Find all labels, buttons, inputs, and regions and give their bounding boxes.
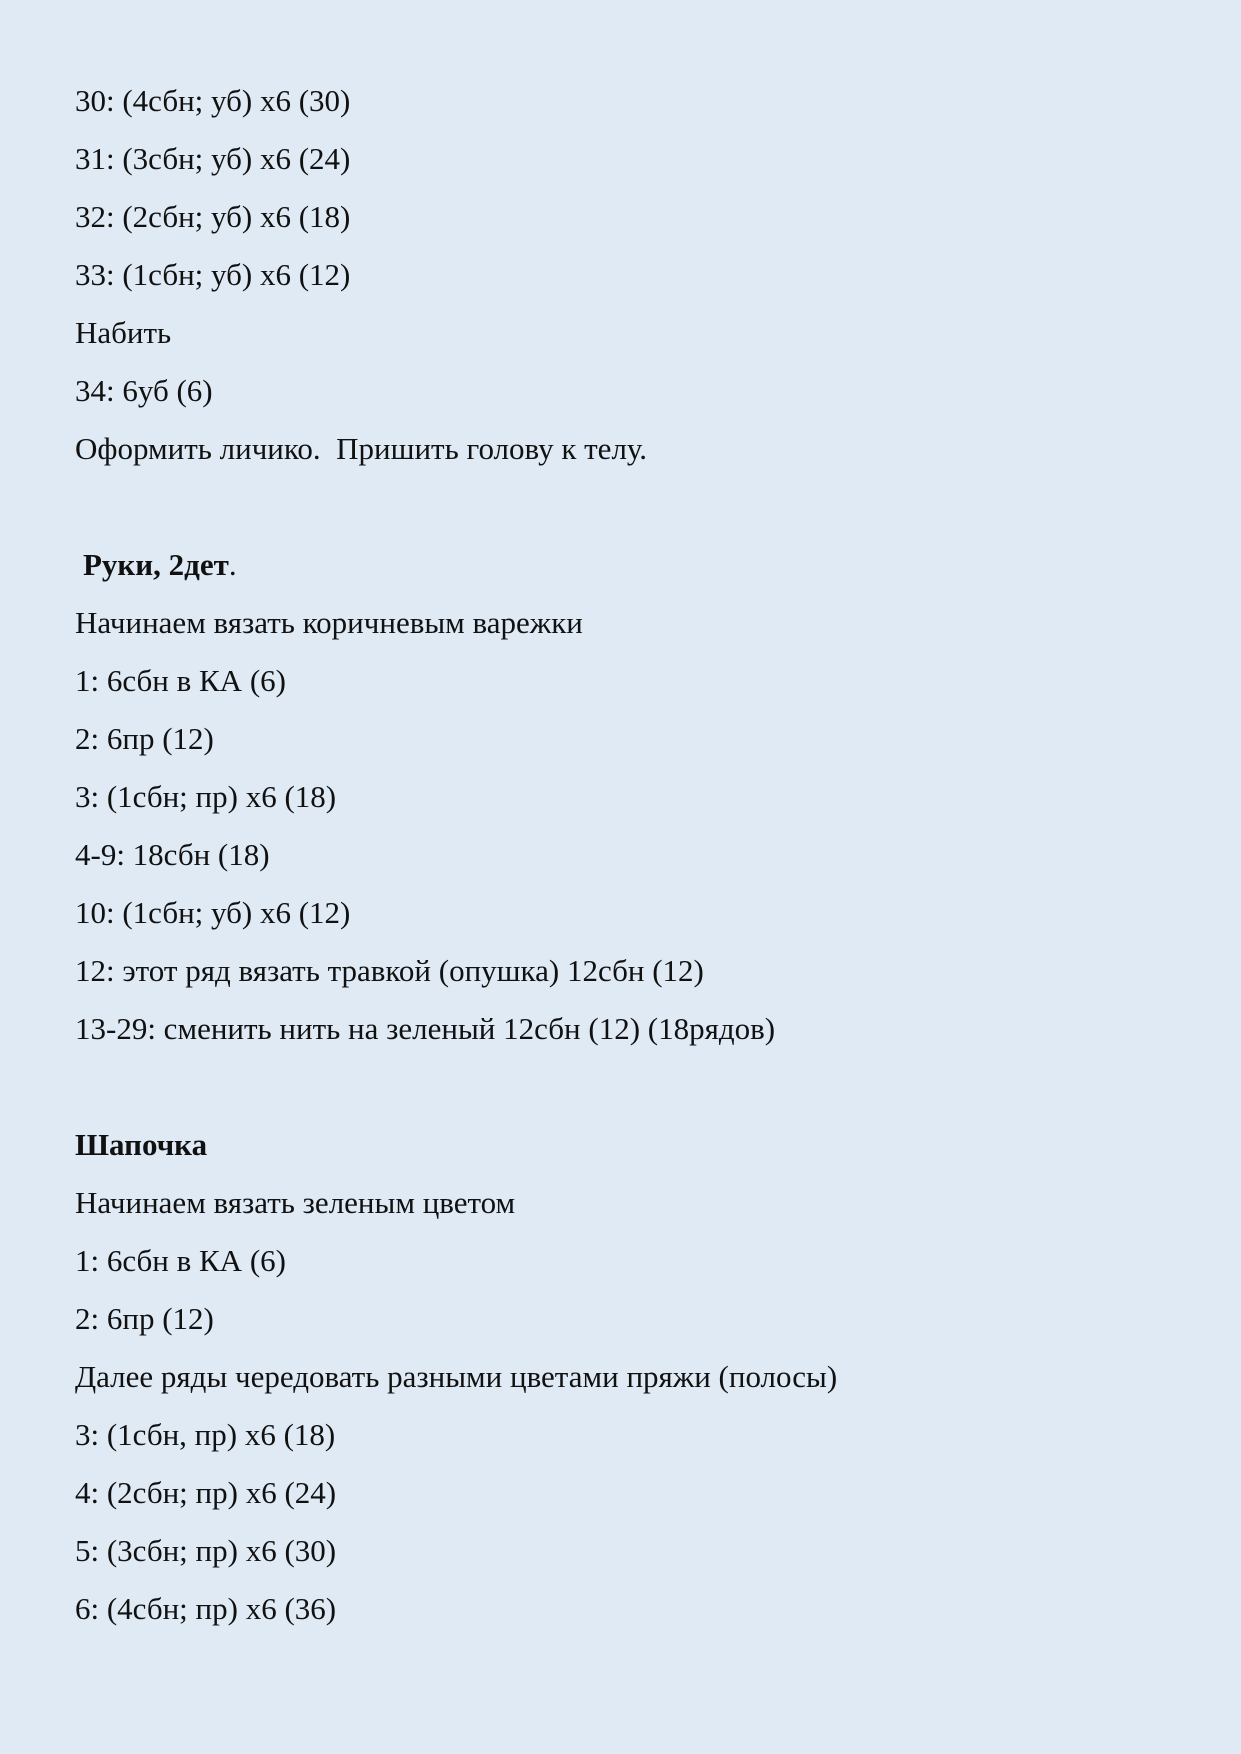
pattern-row: 2: 6пр (12): [75, 1301, 214, 1336]
pattern-row: 13-29: сменить нить на зеленый 12сбн (12) (18рядов): [75, 1011, 776, 1046]
instruction-line: Начинаем вязать зеленым цветом: [75, 1185, 516, 1220]
instruction-line: Набить: [75, 315, 172, 350]
arms-title-text: Руки, 2дет: [83, 547, 229, 582]
pattern-row: 32: (2сбн; уб) х6 (18): [75, 199, 351, 234]
pattern-row: 30: (4сбн; уб) х6 (30): [75, 83, 351, 118]
arms-title-suffix: .: [228, 547, 237, 582]
pattern-row: 5: (3сбн; пр) х6 (30): [75, 1533, 337, 1568]
section-title-arms: [75, 536, 1241, 594]
pattern-row: 34: 6уб (6): [75, 373, 213, 408]
pattern-row: 1: 6сбн в КА (6): [75, 1243, 286, 1278]
pattern-row: 4-9: 18сбн (18): [75, 837, 270, 872]
spacer: [75, 478, 1241, 536]
pattern-row: 1: 6сбн в КА (6): [75, 663, 286, 698]
pattern-row: 2: 6пр (12): [75, 721, 214, 756]
spacer: [75, 1058, 1241, 1116]
hat-section: [75, 1116, 1241, 1638]
head-section: [75, 72, 1241, 478]
pattern-row: 10: (1сбн; уб) х6 (12): [75, 895, 351, 930]
instruction-line: Оформить личико. Пришить голову к телу.: [75, 431, 648, 466]
pattern-row: 33: (1сбн; уб) х6 (12): [75, 257, 351, 292]
pattern-row: 31: (3сбн; уб) х6 (24): [75, 141, 351, 176]
pattern-row: 3: (1сбн, пр) х6 (18): [75, 1417, 336, 1452]
pattern-row: 6: (4сбн; пр) х6 (36): [75, 1591, 337, 1626]
arms-section: [75, 536, 1241, 1058]
pattern-row: 12: этот ряд вязать травкой (опушка) 12сбн (12): [75, 953, 704, 988]
pattern-row: 4: (2сбн; пр) х6 (24): [75, 1475, 337, 1510]
instruction-line: Далее ряды чередовать разными цветами пряжи (полосы): [75, 1359, 838, 1394]
pattern-row: 3: (1сбн; пр) х6 (18): [75, 779, 337, 814]
section-title-hat: Шапочка: [75, 1127, 208, 1162]
instruction-line: Начинаем вязать коричневым варежки: [75, 605, 583, 640]
